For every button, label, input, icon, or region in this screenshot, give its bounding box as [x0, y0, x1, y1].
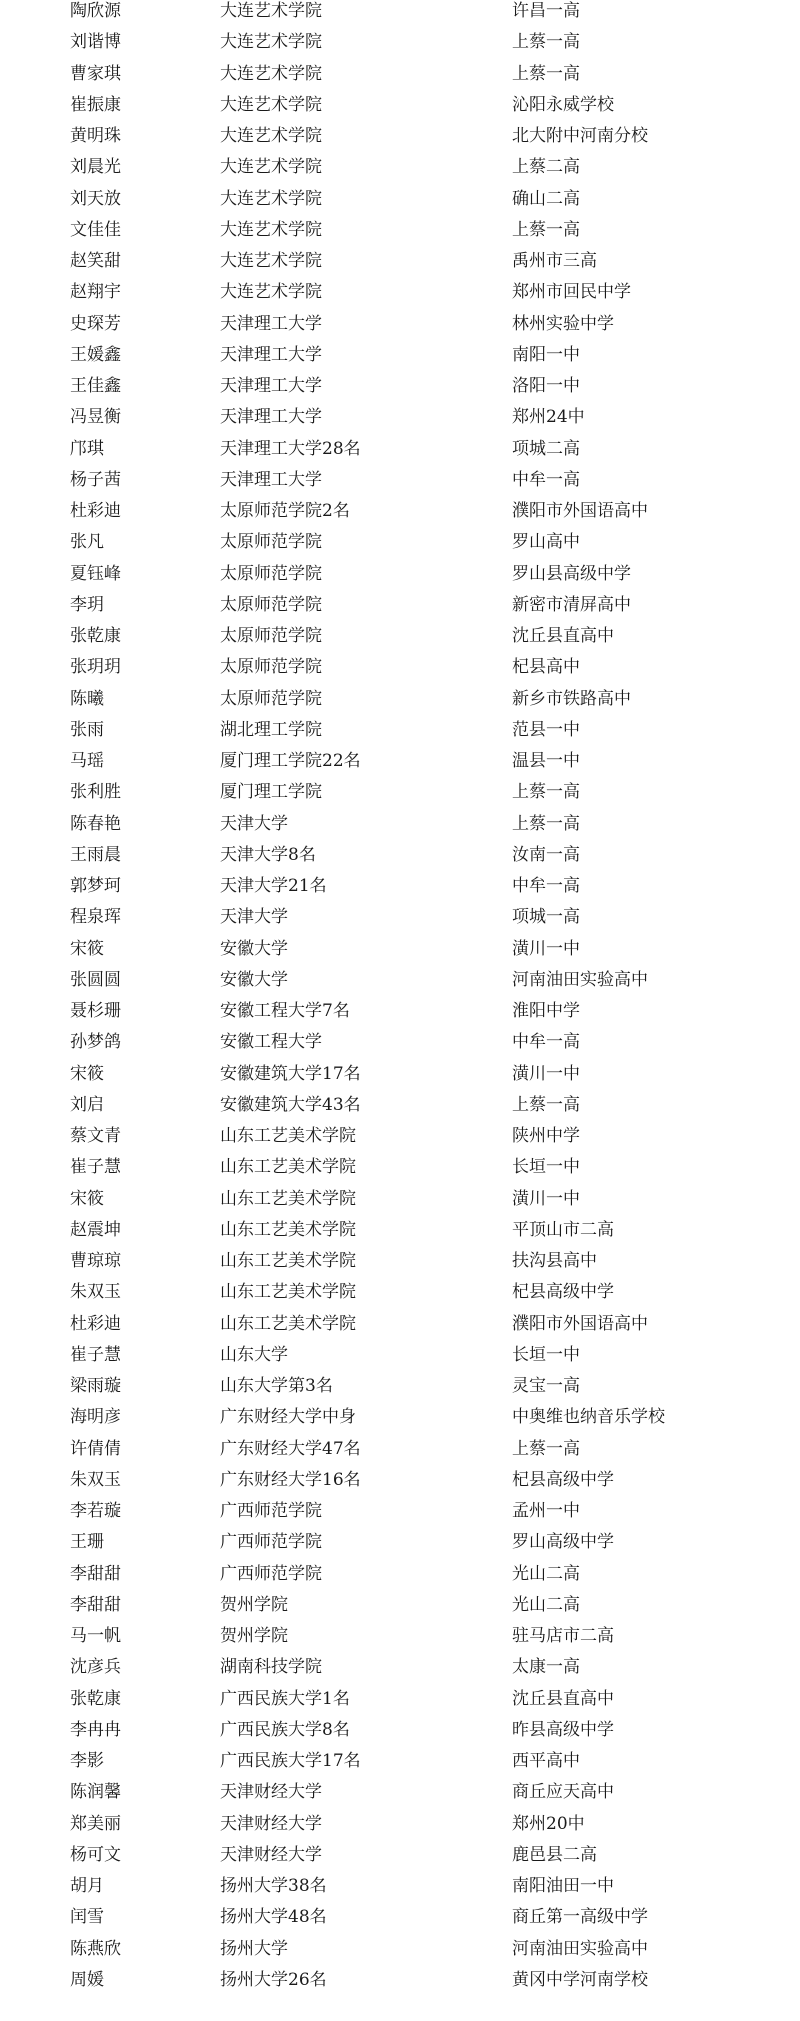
- table-row: [0, 1156, 800, 1187]
- university-name: 天津理工大学: [220, 313, 322, 334]
- high-school-name: 沈丘县直高中: [512, 1688, 614, 1709]
- table-row: [0, 1469, 800, 1500]
- table-row: [0, 938, 800, 969]
- table-row: [0, 1625, 800, 1656]
- high-school-name: 西平高中: [512, 1751, 580, 1771]
- university-name: 山东工艺美术学院: [220, 1282, 356, 1303]
- high-school-name: 平顶山市二高: [512, 1219, 614, 1240]
- high-school-name: 长垣一中: [512, 1344, 580, 1365]
- university-name: 扬州大学26名: [220, 1969, 327, 1990]
- high-school-name: 河南油田实验高中: [512, 969, 648, 990]
- student-name: 许倩倩: [70, 1438, 121, 1459]
- university-name: 贺州学院: [220, 1626, 288, 1646]
- student-name: 周媛: [70, 1969, 104, 1990]
- high-school-name: 光山二高: [512, 1594, 580, 1615]
- university-name: 大连艺术学院: [220, 188, 322, 209]
- university-name: 安徽建筑大学43名: [220, 1094, 361, 1115]
- high-school-name: 驻马店市二高: [512, 1626, 614, 1646]
- student-name: 刘启: [70, 1094, 104, 1115]
- high-school-name: 项城一高: [512, 907, 580, 928]
- university-name: 安徽工程大学7名: [220, 1001, 350, 1021]
- table-row: [0, 1906, 800, 1937]
- student-name: 孙梦鸽: [70, 1032, 121, 1053]
- table-row: [0, 1344, 800, 1375]
- high-school-name: 汝南一高: [512, 844, 580, 865]
- high-school-name: 潢川一中: [512, 1063, 580, 1084]
- high-school-name: 商丘应天高中: [512, 1782, 614, 1803]
- high-school-name: 郑州市回民中学: [512, 282, 631, 303]
- high-school-name: 罗山高级中学: [512, 1532, 614, 1553]
- high-school-name: 沈丘县直高中: [512, 626, 614, 646]
- university-name: 湖南科技学院: [220, 1657, 322, 1678]
- table-row: [0, 1438, 800, 1469]
- university-name: 太原师范学院: [220, 594, 322, 615]
- high-school-name: 上蔡一高: [512, 782, 580, 803]
- university-name: 贺州学院: [220, 1594, 288, 1615]
- student-name: 郑美丽: [70, 1813, 121, 1834]
- university-name: 大连艺术学院: [220, 157, 322, 178]
- student-name: 蔡文青: [70, 1126, 121, 1146]
- student-name: 杜彩迪: [70, 1313, 121, 1334]
- student-name: 文佳佳: [70, 219, 121, 240]
- university-name: 山东大学第3名: [220, 1376, 333, 1396]
- student-name: 郭梦珂: [70, 876, 121, 896]
- student-name: 杜彩迪: [70, 501, 121, 521]
- university-name: 大连艺术学院: [220, 126, 322, 146]
- university-name: 天津理工大学: [220, 376, 322, 396]
- student-name: 张凡: [70, 532, 104, 553]
- table-row: [0, 500, 800, 531]
- university-name: 厦门理工学院22名: [220, 751, 361, 771]
- university-name: 广西民族大学8名: [220, 1719, 350, 1740]
- table-row: [0, 1094, 800, 1125]
- table-row: [0, 1125, 800, 1156]
- table-row: [0, 1031, 800, 1062]
- university-name: 山东工艺美术学院: [220, 1126, 356, 1146]
- high-school-name: 南阳油田一中: [512, 1876, 614, 1896]
- student-name: 陈润馨: [70, 1782, 121, 1803]
- university-name: 天津财经大学: [220, 1813, 322, 1834]
- table-row: [0, 1250, 800, 1281]
- university-name: 天津大学21名: [220, 876, 327, 896]
- student-name: 沈彦兵: [70, 1657, 121, 1678]
- university-name: 山东工艺美术学院: [220, 1313, 356, 1334]
- table-row: [0, 875, 800, 906]
- high-school-name: 上蔡一高: [512, 63, 580, 84]
- table-row: [0, 906, 800, 937]
- student-name: 王雨晨: [70, 844, 121, 865]
- university-name: 广东财经大学47名: [220, 1438, 361, 1459]
- student-name: 陈曦: [70, 688, 104, 709]
- table-row: [0, 1281, 800, 1312]
- student-name: 胡月: [70, 1876, 104, 1896]
- university-name: 广东财经大学中身: [220, 1407, 356, 1428]
- student-name: 冯昱衡: [70, 407, 121, 428]
- university-name: 扬州大学38名: [220, 1876, 327, 1896]
- student-name: 崔子慧: [70, 1344, 121, 1365]
- student-name: 张雨: [70, 719, 104, 740]
- high-school-name: 上蔡一高: [512, 32, 580, 53]
- table-row: [0, 344, 800, 375]
- table-row: [0, 188, 800, 219]
- student-name: 张乾康: [70, 626, 121, 646]
- university-name: 安徽大学: [220, 969, 288, 990]
- table-row: [0, 63, 800, 94]
- high-school-name: 昨县高级中学: [512, 1719, 614, 1740]
- university-name: 大连艺术学院: [220, 282, 322, 303]
- student-name: 曹琼琼: [70, 1251, 121, 1271]
- high-school-name: 商丘第一高级中学: [512, 1907, 648, 1928]
- table-row: [0, 406, 800, 437]
- table-row: [0, 125, 800, 156]
- high-school-name: 沁阳永威学校: [512, 94, 614, 115]
- university-name: 广西民族大学1名: [220, 1688, 350, 1709]
- high-school-name: 确山二高: [512, 188, 580, 209]
- table-row: [0, 1719, 800, 1750]
- table-row: [0, 1594, 800, 1625]
- student-name: 李甜甜: [70, 1563, 121, 1584]
- table-row: [0, 531, 800, 562]
- university-name: 广西师范学院: [220, 1501, 322, 1521]
- university-name: 太原师范学院: [220, 657, 322, 678]
- student-name: 史琛芳: [70, 313, 121, 334]
- table-row: [0, 1781, 800, 1812]
- table-row: [0, 719, 800, 750]
- university-name: 厦门理工学院: [220, 782, 322, 803]
- high-school-name: 温县一中: [512, 751, 580, 771]
- university-name: 湖北理工学院: [220, 719, 322, 740]
- student-name: 张利胜: [70, 782, 121, 803]
- student-name: 曹家琪: [70, 63, 121, 84]
- high-school-name: 杞县高级中学: [512, 1469, 614, 1490]
- high-school-name: 上蔡一高: [512, 219, 580, 240]
- table-row: [0, 0, 800, 31]
- high-school-name: 罗山高中: [512, 532, 580, 553]
- university-name: 太原师范学院2名: [220, 501, 350, 521]
- high-school-name: 郑州24中: [512, 407, 585, 428]
- high-school-name: 陕州中学: [512, 1126, 580, 1146]
- university-name: 天津理工大学28名: [220, 438, 361, 459]
- table-row: [0, 1406, 800, 1437]
- student-name: 李冉冉: [70, 1719, 121, 1740]
- university-name: 天津理工大学: [220, 344, 322, 365]
- high-school-name: 洛阳一中: [512, 376, 580, 396]
- table-row: [0, 1813, 800, 1844]
- university-name: 广西师范学院: [220, 1532, 322, 1553]
- university-name: 山东工艺美术学院: [220, 1251, 356, 1271]
- table-row: [0, 813, 800, 844]
- table-row: [0, 469, 800, 500]
- university-name: 天津理工大学: [220, 407, 322, 428]
- student-name: 邝琪: [70, 438, 104, 459]
- high-school-name: 新乡市铁路高中: [512, 688, 631, 709]
- student-name: 崔子慧: [70, 1157, 121, 1178]
- university-name: 扬州大学: [220, 1938, 288, 1959]
- high-school-name: 林州实验中学: [512, 313, 614, 334]
- table-row: [0, 1219, 800, 1250]
- table-row: [0, 656, 800, 687]
- student-name: 程泉珲: [70, 907, 121, 928]
- student-name: 王珊: [70, 1532, 104, 1553]
- university-name: 大连艺术学院: [220, 32, 322, 53]
- university-name: 山东工艺美术学院: [220, 1188, 356, 1209]
- table-row: [0, 156, 800, 187]
- student-name: 张乾康: [70, 1688, 121, 1709]
- student-name: 赵翔宇: [70, 282, 121, 303]
- table-row: [0, 688, 800, 719]
- student-name: 马瑶: [70, 751, 104, 771]
- table-row: [0, 1688, 800, 1719]
- student-name: 王媛鑫: [70, 344, 121, 365]
- high-school-name: 中奥维也纳音乐学校: [512, 1407, 665, 1428]
- university-name: 安徽大学: [220, 938, 288, 959]
- student-name: 李影: [70, 1751, 104, 1771]
- high-school-name: 许昌一高: [512, 1, 580, 21]
- student-name: 刘晨光: [70, 157, 121, 178]
- student-name: 张玥玥: [70, 657, 121, 678]
- university-name: 天津财经大学: [220, 1782, 322, 1803]
- student-name: 梁雨璇: [70, 1376, 121, 1396]
- table-row: [0, 1750, 800, 1781]
- student-name: 宋筱: [70, 1063, 104, 1084]
- student-name: 陶欣源: [70, 1, 121, 21]
- table-row: [0, 1500, 800, 1531]
- table-row: [0, 250, 800, 281]
- high-school-name: 项城二高: [512, 438, 580, 459]
- university-name: 天津大学: [220, 907, 288, 928]
- university-name: 山东工艺美术学院: [220, 1157, 356, 1178]
- high-school-name: 北大附中河南分校: [512, 126, 648, 146]
- table-row: [0, 94, 800, 125]
- student-name: 海明彦: [70, 1407, 121, 1428]
- table-row: [0, 438, 800, 469]
- high-school-name: 中牟一高: [512, 876, 580, 896]
- student-name: 陈春艳: [70, 813, 121, 834]
- table-row: [0, 594, 800, 625]
- table-row: [0, 1875, 800, 1906]
- high-school-name: 灵宝一高: [512, 1376, 580, 1396]
- table-row: [0, 563, 800, 594]
- university-name: 大连艺术学院: [220, 94, 322, 115]
- university-name: 天津财经大学: [220, 1844, 322, 1865]
- university-name: 广东财经大学16名: [220, 1469, 361, 1490]
- university-name: 太原师范学院: [220, 626, 322, 646]
- table-row: [0, 781, 800, 812]
- high-school-name: 禹州市三高: [512, 251, 597, 271]
- high-school-name: 中牟一高: [512, 1032, 580, 1053]
- table-row: [0, 1969, 800, 2000]
- university-name: 广西师范学院: [220, 1563, 322, 1584]
- table-row: [0, 1063, 800, 1094]
- high-school-name: 濮阳市外国语高中: [512, 501, 648, 521]
- student-name: 张圆圆: [70, 969, 121, 990]
- high-school-name: 鹿邑县二高: [512, 1844, 597, 1865]
- student-name: 朱双玉: [70, 1469, 121, 1490]
- university-name: 天津大学8名: [220, 844, 316, 865]
- student-name: 赵笑甜: [70, 251, 121, 271]
- table-row: [0, 375, 800, 406]
- university-name: 太原师范学院: [220, 688, 322, 709]
- high-school-name: 上蔡一高: [512, 1094, 580, 1115]
- high-school-name: 罗山县高级中学: [512, 563, 631, 584]
- high-school-name: 上蔡一高: [512, 813, 580, 834]
- university-name: 天津理工大学: [220, 469, 322, 490]
- high-school-name: 潢川一中: [512, 938, 580, 959]
- table-row: [0, 844, 800, 875]
- university-name: 太原师范学院: [220, 532, 322, 553]
- high-school-name: 杞县高级中学: [512, 1282, 614, 1303]
- high-school-name: 上蔡二高: [512, 157, 580, 178]
- student-name: 崔振康: [70, 94, 121, 115]
- table-row: [0, 1188, 800, 1219]
- student-name: 王佳鑫: [70, 376, 121, 396]
- table-row: [0, 313, 800, 344]
- student-name: 聂杉珊: [70, 1001, 121, 1021]
- student-name: 陈燕欣: [70, 1938, 121, 1959]
- table-row: [0, 1656, 800, 1687]
- student-name: 杨可文: [70, 1844, 121, 1865]
- table-row: [0, 1563, 800, 1594]
- student-name: 李若璇: [70, 1501, 121, 1521]
- high-school-name: 黄冈中学河南学校: [512, 1969, 648, 1990]
- high-school-name: 南阳一中: [512, 344, 580, 365]
- student-name: 宋筱: [70, 1188, 104, 1209]
- table-row: [0, 281, 800, 312]
- high-school-name: 孟州一中: [512, 1501, 580, 1521]
- table-row: [0, 1844, 800, 1875]
- high-school-name: 淮阳中学: [512, 1001, 580, 1021]
- table-row: [0, 31, 800, 62]
- student-name: 李甜甜: [70, 1594, 121, 1615]
- university-name: 大连艺术学院: [220, 219, 322, 240]
- university-name: 山东工艺美术学院: [220, 1219, 356, 1240]
- high-school-name: 光山二高: [512, 1563, 580, 1584]
- table-row: [0, 1000, 800, 1031]
- student-name: 刘天放: [70, 188, 121, 209]
- table-row: [0, 219, 800, 250]
- student-name: 刘谐博: [70, 32, 121, 53]
- university-name: 安徽工程大学: [220, 1032, 322, 1053]
- high-school-name: 长垣一中: [512, 1157, 580, 1178]
- student-name: 赵震坤: [70, 1219, 121, 1240]
- table-row: [0, 1313, 800, 1344]
- university-name: 大连艺术学院: [220, 251, 322, 271]
- university-name: 山东大学: [220, 1344, 288, 1365]
- university-name: 大连艺术学院: [220, 1, 322, 21]
- high-school-name: 上蔡一高: [512, 1438, 580, 1459]
- table-row: [0, 969, 800, 1000]
- student-name: 杨子茜: [70, 469, 121, 490]
- university-name: 太原师范学院: [220, 563, 322, 584]
- high-school-name: 新密市清屏高中: [512, 594, 631, 615]
- high-school-name: 濮阳市外国语高中: [512, 1313, 648, 1334]
- high-school-name: 河南油田实验高中: [512, 1938, 648, 1959]
- student-name: 夏钰峰: [70, 563, 121, 584]
- table-row: [0, 1531, 800, 1562]
- table-row: [0, 1375, 800, 1406]
- student-name: 李玥: [70, 594, 104, 615]
- student-name: 闰雪: [70, 1907, 104, 1928]
- high-school-name: 太康一高: [512, 1657, 580, 1678]
- university-name: 广西民族大学17名: [220, 1751, 361, 1771]
- table-row: [0, 1938, 800, 1969]
- university-name: 扬州大学48名: [220, 1907, 327, 1928]
- high-school-name: 扶沟县高中: [512, 1251, 597, 1271]
- high-school-name: 中牟一高: [512, 469, 580, 490]
- high-school-name: 范县一中: [512, 719, 580, 740]
- university-name: 安徽建筑大学17名: [220, 1063, 361, 1084]
- student-name: 朱双玉: [70, 1282, 121, 1303]
- student-name: 宋筱: [70, 938, 104, 959]
- high-school-name: 杞县高中: [512, 657, 580, 678]
- high-school-name: 潢川一中: [512, 1188, 580, 1209]
- student-name: 马一帆: [70, 1626, 121, 1646]
- table-row: [0, 625, 800, 656]
- table-row: [0, 750, 800, 781]
- university-name: 天津大学: [220, 813, 288, 834]
- student-name: 黄明珠: [70, 126, 121, 146]
- university-name: 大连艺术学院: [220, 63, 322, 84]
- high-school-name: 郑州20中: [512, 1813, 585, 1834]
